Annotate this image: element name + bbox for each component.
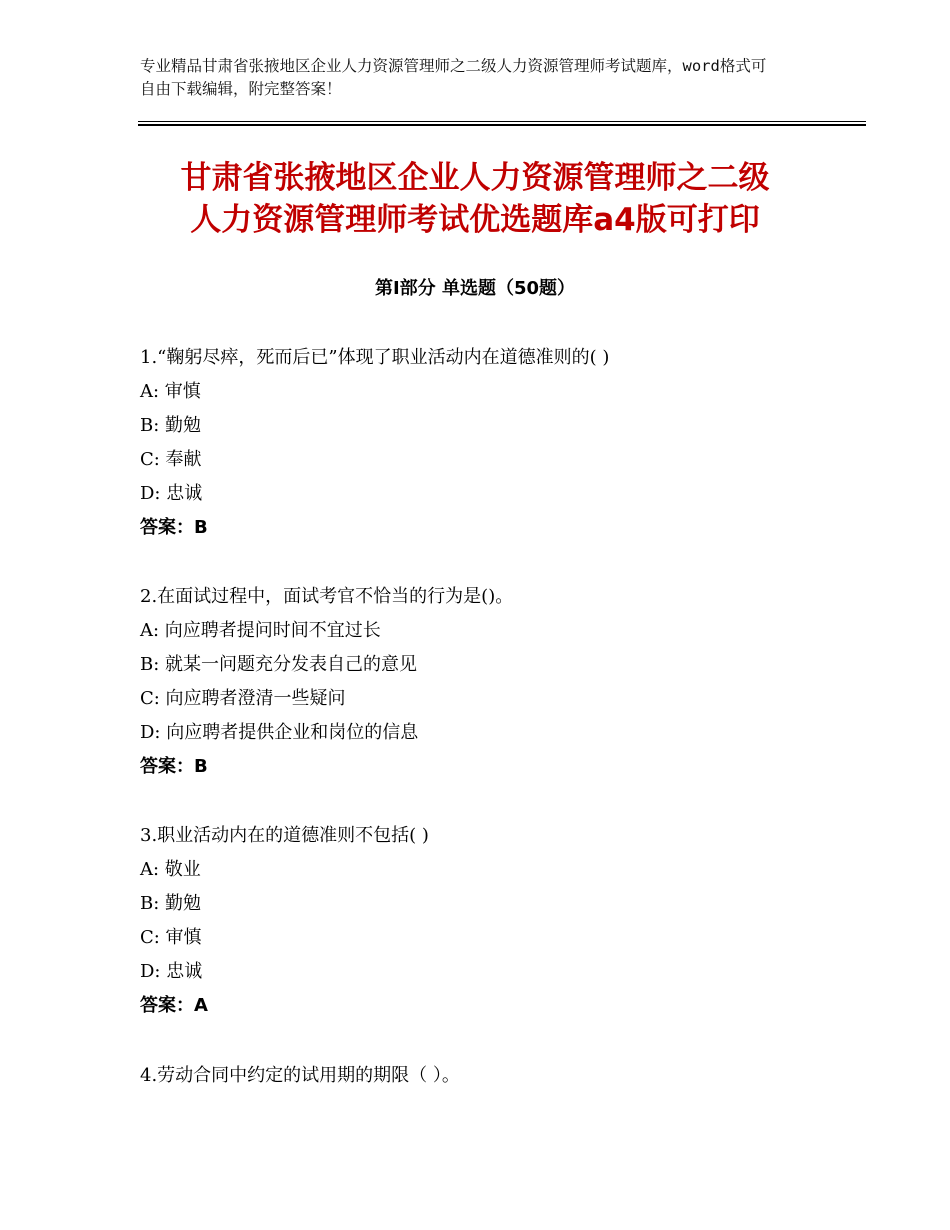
answer: 答案：A bbox=[140, 995, 208, 1016]
option-a: A: 审慎 bbox=[140, 381, 201, 402]
option-b: B: 勤勉 bbox=[140, 415, 202, 436]
header-note: 专业精品甘肃省张掖地区企业人力资源管理师之二级人力资源管理师考试题库，word格式可自由下载编辑，附完整答案！ bbox=[140, 57, 767, 98]
answer: 答案：B bbox=[140, 756, 208, 777]
question-1 bbox=[140, 341, 860, 545]
option-b: B: 勤勉 bbox=[140, 893, 202, 914]
section-heading: 第Ⅰ部分 单选题（50题） bbox=[374, 278, 575, 299]
question-4 bbox=[140, 1059, 860, 1093]
option-c: C: 奉献 bbox=[140, 449, 202, 470]
question-text: 2.在面试过程中，面试考官不恰当的行为是()。 bbox=[140, 586, 514, 607]
question-text: 1.“鞠躬尽瘁，死而后已”体现了职业活动内在道德准则的( ) bbox=[140, 347, 610, 368]
option-b: B: 就某一问题充分发表自己的意见 bbox=[140, 654, 418, 675]
option-c: C: 向应聘者澄清一些疑问 bbox=[140, 688, 346, 709]
question-text: 3.职业活动内在的道德准则不包括( ) bbox=[140, 825, 429, 846]
option-d: D: 忠诚 bbox=[140, 961, 203, 982]
question-3 bbox=[140, 819, 860, 1023]
header-divider-thick bbox=[138, 124, 866, 126]
option-c: C: 审慎 bbox=[140, 927, 202, 948]
question-text: 4.劳动合同中约定的试用期的期限（ ）。 bbox=[140, 1065, 460, 1086]
option-a: A: 敬业 bbox=[140, 859, 201, 880]
option-d: D: 向应聘者提供企业和岗位的信息 bbox=[140, 722, 419, 743]
question-2 bbox=[140, 580, 860, 784]
option-d: D: 忠诚 bbox=[140, 483, 203, 504]
header-divider-thin bbox=[138, 121, 866, 122]
document-title-line-1: 甘肃省张掖地区企业人力资源管理师之二级 bbox=[180, 160, 770, 196]
option-a: A: 向应聘者提问时间不宜过长 bbox=[140, 620, 381, 641]
answer: 答案：B bbox=[140, 517, 208, 538]
document-title-line-2: 人力资源管理师考试优选题库a4版可打印 bbox=[190, 202, 760, 238]
